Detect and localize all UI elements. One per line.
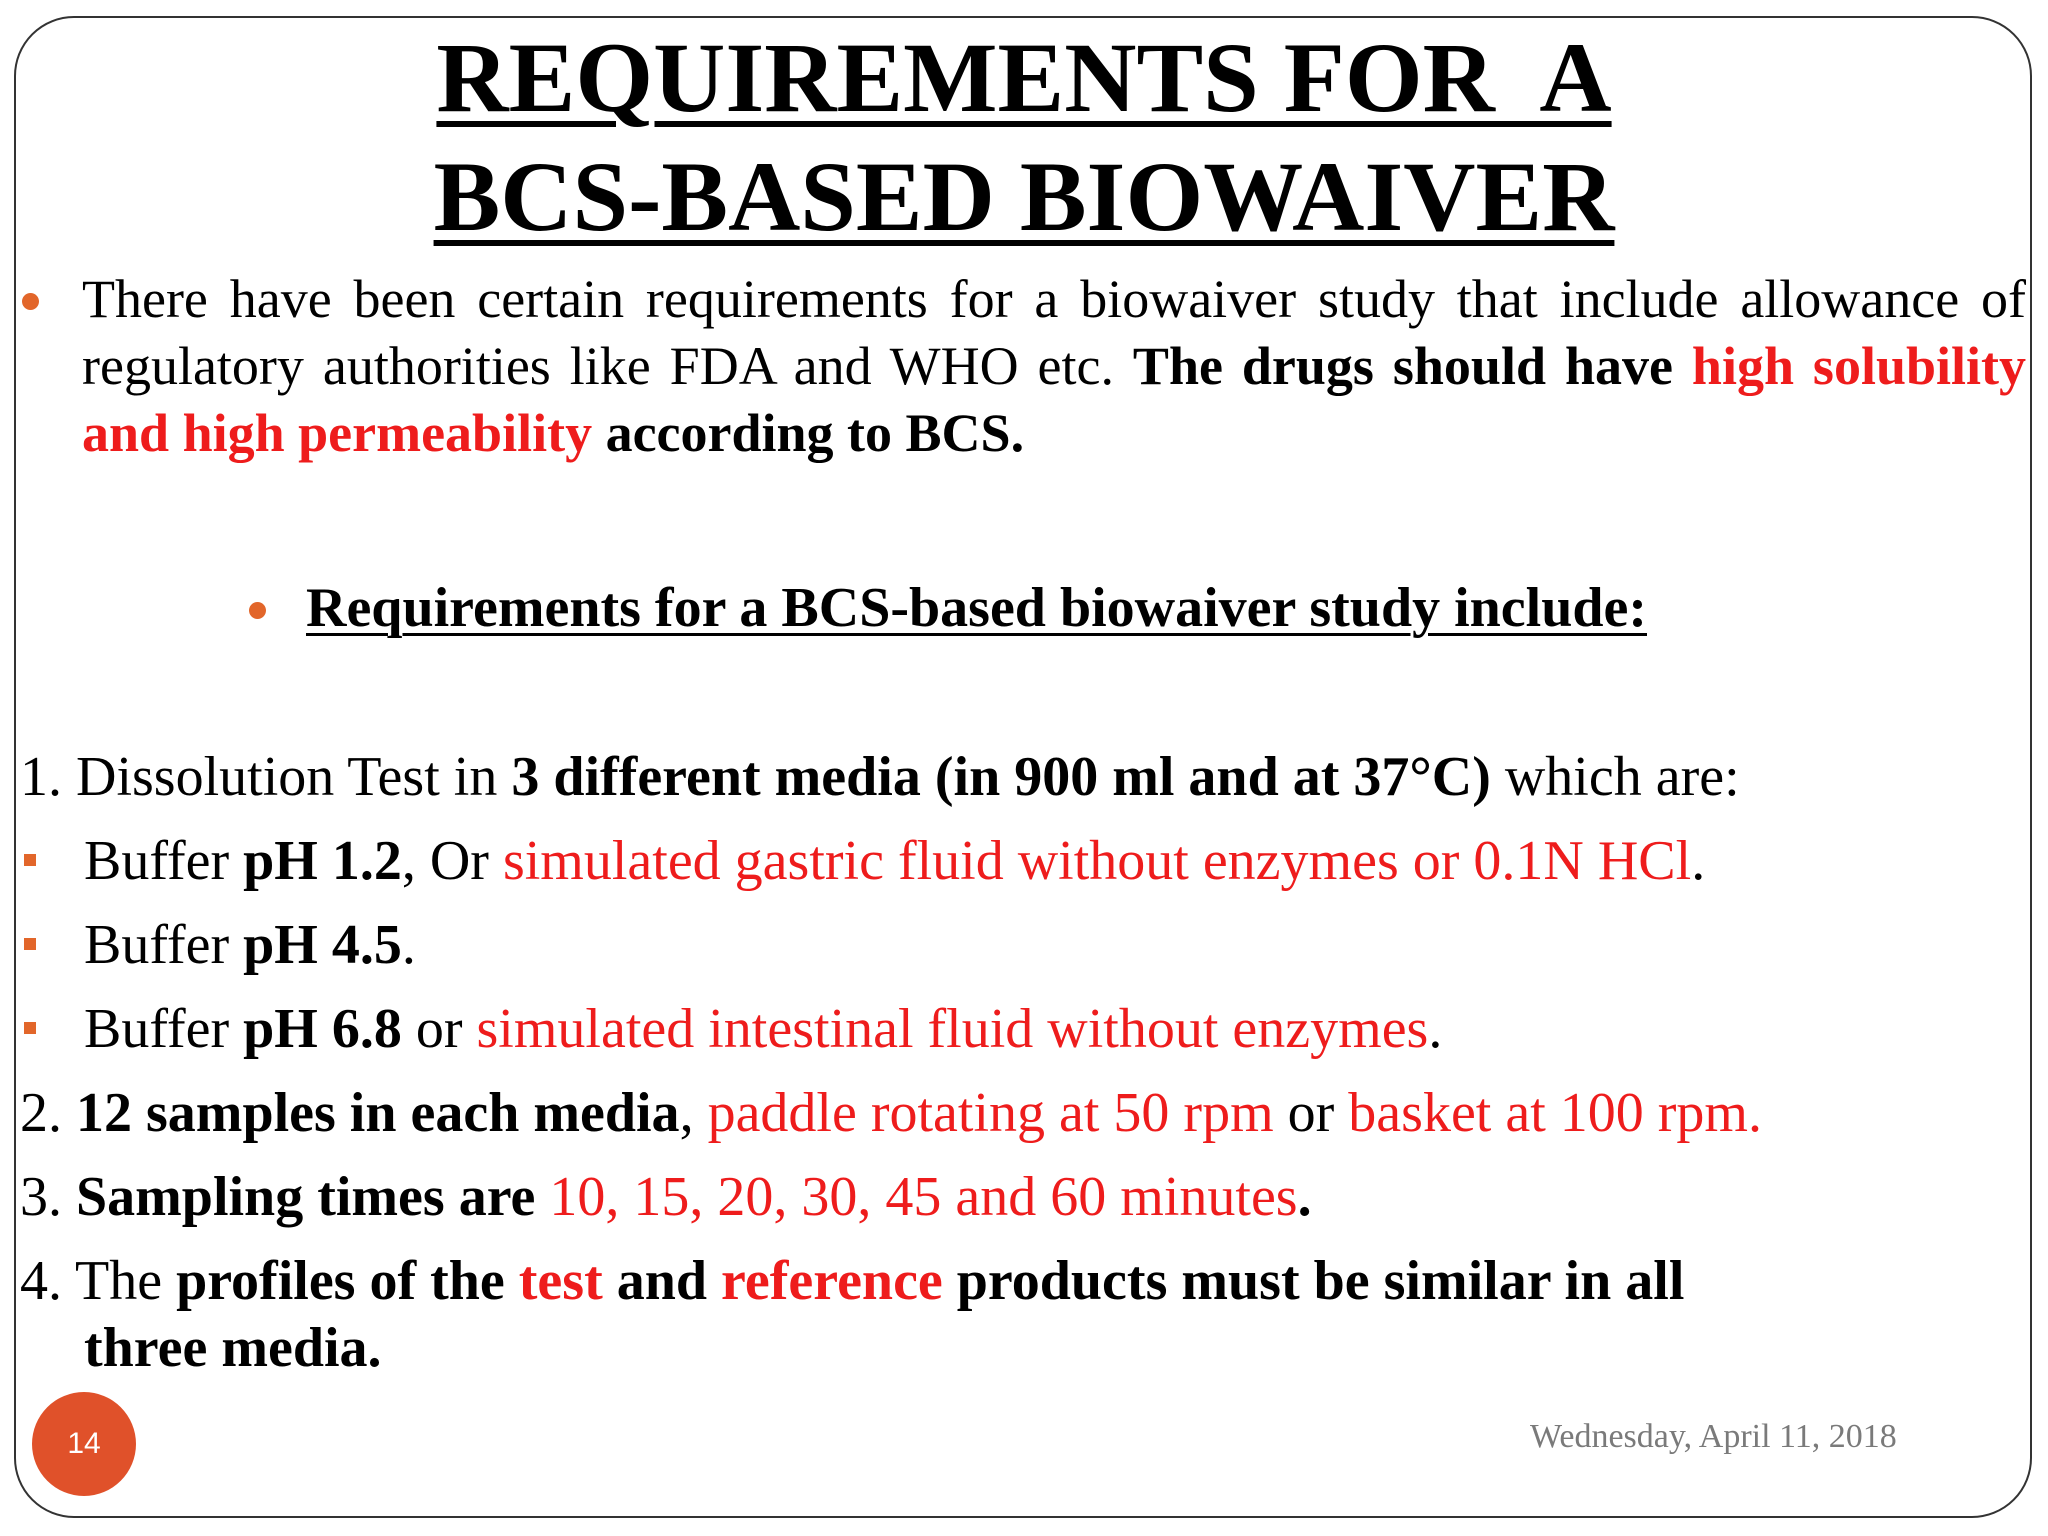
list-item-2-paddle: paddle rotating at 50 rpm (707, 1082, 1274, 1144)
list-item-2-text-b: , (679, 1082, 708, 1144)
slide-title (0, 18, 2048, 256)
buffer-1-text-a: Buffer (84, 830, 244, 892)
buffer-1-alt: simulated gastric fluid without enzymes or 0.1N HCl (502, 830, 1692, 892)
list-item-4-text-a: The (75, 1250, 177, 1312)
buffer-3-text-c: or (401, 998, 477, 1060)
buffer-3-ph: pH 6.8 (243, 998, 402, 1060)
list-item-3-text-c: . (1297, 1166, 1312, 1228)
title-line-1: REQUIREMENTS FOR A (436, 22, 1612, 133)
list-item-3-number: 3. (20, 1166, 76, 1228)
list-item-3 (20, 1165, 1312, 1229)
list-item-2-number: 2. (20, 1082, 76, 1144)
list-item-2-text-a: 12 samples in each media (76, 1082, 680, 1144)
buffer-item-2 (84, 913, 416, 977)
intro-text: There have been certain requirements for a biowaiver study that include allowance of regulatory authorities like FDA and WHO etc. (82, 269, 2026, 396)
buffer-3-text-e: . (1428, 998, 1443, 1060)
list-item-3-times: 10, 15, 20, 30, 45 and 60 minutes (549, 1166, 1298, 1228)
sub-heading-bullet-icon (249, 602, 266, 619)
page-number-badge: 14 (32, 1392, 136, 1496)
list-item-4-test: test (518, 1250, 603, 1312)
square-bullet-icon (24, 1022, 36, 1034)
list-item-3-text-a: Sampling times are (76, 1166, 550, 1228)
buffer-2-text-a: Buffer (84, 914, 244, 976)
square-bullet-icon (24, 854, 36, 866)
buffer-1-text-e: . (1691, 830, 1706, 892)
list-item-4-continuation: three media. (84, 1317, 382, 1379)
intro-paragraph (82, 266, 2026, 467)
buffer-item-1 (84, 829, 1705, 893)
intro-highlight: high solubility and high permeability (82, 336, 2026, 463)
list-item-1-text-a: Dissolution Test in (76, 746, 512, 808)
buffer-3-alt: simulated intestinal fluid without enzymes (476, 998, 1429, 1060)
list-item-4-text-f: products must be similar in all (942, 1250, 1685, 1312)
list-item-4-reference: reference (721, 1250, 943, 1312)
list-item-2-text-d: or (1273, 1082, 1349, 1144)
buffer-1-text-c: , Or (401, 830, 503, 892)
list-item-4 (20, 1249, 1684, 1313)
intro-bullet-icon (22, 293, 39, 310)
list-item-1-text-b: 3 different media (in 900 ml and at 37°C) (511, 746, 1491, 808)
list-item-2 (20, 1081, 1762, 1145)
intro-bold-2: according to BCS. (592, 403, 1025, 463)
buffer-1-ph: pH 1.2 (243, 830, 402, 892)
list-item-4-text-b: profiles of the (176, 1250, 519, 1312)
list-item-4-text-d: and (602, 1250, 722, 1312)
title-line-2: BCS-BASED BIOWAIVER (433, 141, 1615, 252)
intro-bold-1: The drugs should have (1132, 336, 1692, 396)
buffer-2-ph: pH 4.5 (243, 914, 402, 976)
list-item-4-number: 4. (20, 1250, 75, 1312)
list-item-1 (20, 745, 1740, 809)
sub-heading: Requirements for a BCS-based biowaiver study include: (306, 577, 1647, 639)
list-item-2-basket: basket at 100 rpm. (1348, 1082, 1762, 1144)
buffer-item-3 (84, 997, 1442, 1061)
buffer-3-text-a: Buffer (84, 998, 244, 1060)
list-item-1-number: 1. (20, 746, 76, 808)
buffer-2-text-c: . (401, 914, 416, 976)
slide-date: Wednesday, April 11, 2018 (1530, 1418, 1897, 1455)
square-bullet-icon (24, 938, 36, 950)
list-item-1-text-c: which are: (1490, 746, 1740, 808)
